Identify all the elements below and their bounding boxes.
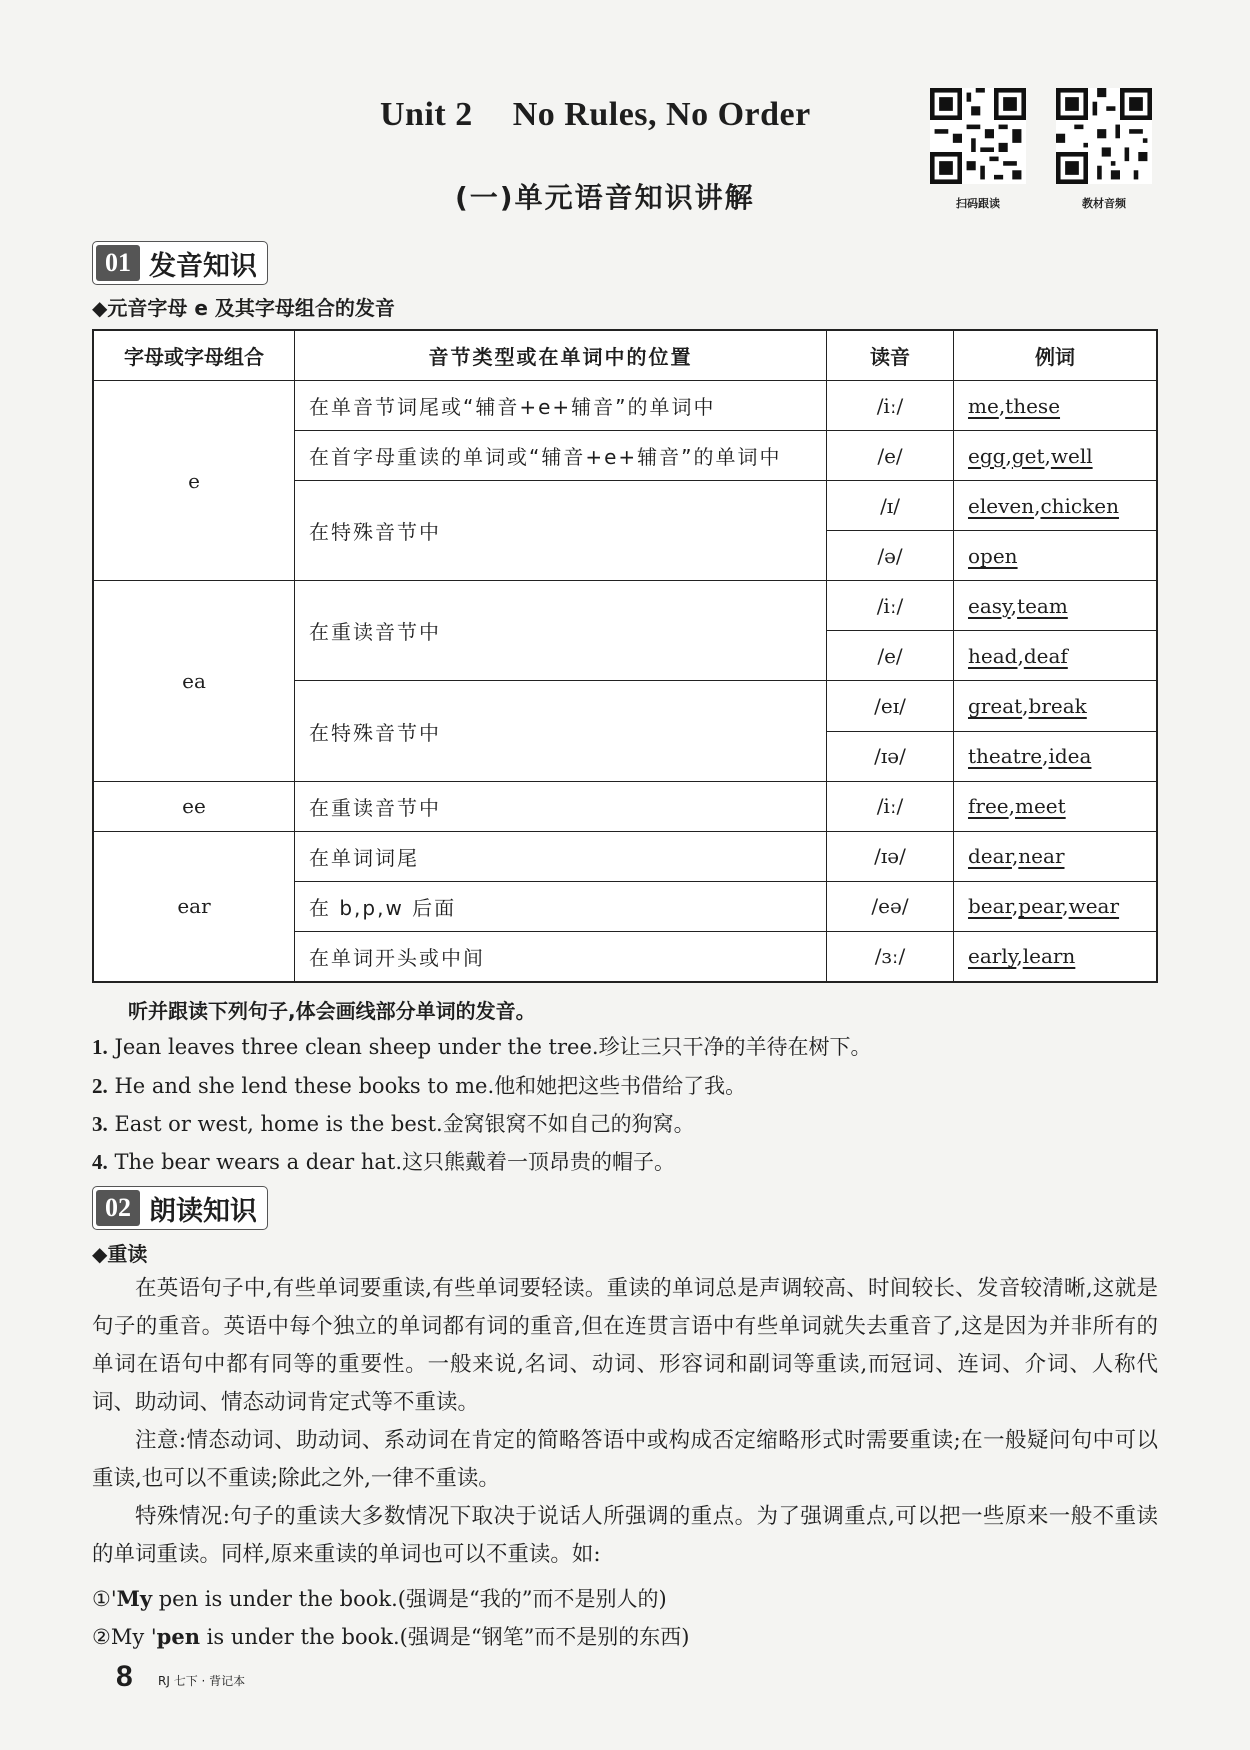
- example-word: egg: [968, 443, 1006, 468]
- pronunciation-cell: /e/: [827, 431, 954, 481]
- pronunciation-cell: /eə/: [827, 881, 954, 931]
- example-cell: me,these: [954, 381, 1158, 431]
- pronunciation-cell: /ɪə/: [827, 831, 954, 881]
- table-row: [93, 781, 1157, 831]
- example-cell: [954, 531, 1158, 581]
- letter-cell: e: [93, 381, 295, 581]
- position-cell: 在特殊音节中: [295, 481, 827, 581]
- table-row: [93, 581, 1157, 631]
- section-subheading: ◆元音字母 e 及其字母组合的发音: [92, 296, 395, 320]
- example-word: bear: [968, 894, 1012, 919]
- example-cell: head,deaf: [954, 631, 1158, 681]
- table-header: 例词: [954, 330, 1158, 381]
- practice-sentence: 3. East or west, home is the best.金窝银窝不如自己的狗窝。: [92, 1112, 695, 1136]
- page-number: 8: [116, 1660, 133, 1693]
- table-row: [93, 381, 1157, 431]
- section-heading-reading: 02 朗读知识: [92, 1186, 268, 1230]
- example-word: theatre: [968, 744, 1043, 769]
- qr-code-follow-read[interactable]: [930, 88, 1026, 184]
- position-cell: 在重读音节中: [295, 581, 827, 681]
- example-word: chicken: [1040, 493, 1119, 518]
- example-word: meet: [1015, 794, 1066, 819]
- example-word: team: [1017, 593, 1068, 618]
- letter-cell: ee: [93, 781, 295, 831]
- example-word: me: [968, 393, 999, 418]
- pronunciation-cell: /eɪ/: [827, 681, 954, 731]
- practice-sentence: 2. He and she lend these books to me.他和她把这些书借给了我。: [92, 1074, 747, 1098]
- position-cell: 在首字母重读的单词或“辅音+e+辅音”的单词中: [295, 431, 827, 481]
- example-word: great: [968, 693, 1023, 718]
- position-cell: 在单音节词尾或“辅音+e+辅音”的单词中: [295, 381, 827, 431]
- section-subheading: ◆重读: [92, 1242, 148, 1266]
- phonics-table: [92, 329, 1158, 983]
- example-word: head: [968, 643, 1018, 668]
- letter-cell: ear: [93, 831, 295, 982]
- example-word: wear: [1068, 894, 1120, 919]
- practice-sentence: 4. The bear wears a dear hat.这只熊戴着一顶昂贵的帽子。: [92, 1150, 676, 1174]
- pronunciation-cell: /ɪə/: [827, 731, 954, 781]
- pronunciation-cell: /iː/: [827, 381, 954, 431]
- example-cell: bear,pear,wear: [954, 881, 1158, 931]
- table-header-row: [93, 330, 1157, 381]
- example-cell: egg,get,well: [954, 431, 1158, 481]
- position-cell: 在特殊音节中: [295, 681, 827, 781]
- example-word: dear: [968, 844, 1012, 869]
- letter-cell: ea: [93, 581, 295, 781]
- paragraph: 在英语句子中,有些单词要重读,有些单词要轻读。重读的单词总是声调较高、时间较长、发音较清晰,这就是句子的重音。英语中每个独立的单词都有词的重音,但在连贯言语中有些单词就失去重音了,这是因为并非所有的单词在语句中都有同等的重要性。一般来说,名词、动词、形容词和副词等重读,而冠词、连词、介词、人称代词、助动词、情态动词肯定式等不重读。: [92, 1276, 1158, 1415]
- example-cell: great,break: [954, 681, 1158, 731]
- example-word: well: [1050, 443, 1093, 468]
- table-header: 读音: [827, 330, 954, 381]
- stress-example: ②My 'pen is under the book.(强调是“钢笔”而不是别的东西): [92, 1624, 690, 1649]
- example-word: break: [1028, 693, 1087, 718]
- paragraph: 特殊情况:句子的重读大多数情况下取决于说话人所强调的重点。为了强调重点,可以把一些原来一般不重读的单词重读。同样,原来重读的单词也可以不重读。如:: [92, 1504, 1158, 1567]
- table-header: 音节类型或在单词中的位置: [295, 330, 827, 381]
- table-header: 字母或字母组合: [93, 330, 295, 381]
- example-word: near: [1018, 844, 1065, 869]
- pronunciation-cell: /ɪ/: [827, 481, 954, 531]
- qr-code-audio[interactable]: [1056, 88, 1152, 184]
- example-word: learn: [1022, 944, 1076, 969]
- position-cell: 在 b,p,w 后面: [295, 881, 827, 931]
- listen-instruction: 听并跟读下列句子,体会画线部分单词的发音。: [128, 999, 536, 1023]
- page-title: Unit 2 No Rules, No Order: [380, 96, 811, 133]
- example-cell: easy,team: [954, 581, 1158, 631]
- table-row: [93, 831, 1157, 881]
- example-cell: theatre,idea: [954, 731, 1158, 781]
- pronunciation-cell: /ɜː/: [827, 931, 954, 982]
- example-word: deaf: [1023, 643, 1068, 668]
- position-cell: 在单词词尾: [295, 831, 827, 881]
- qr-label-follow-read: 扫码跟读: [956, 197, 1000, 210]
- position-cell: 在单词开头或中间: [295, 931, 827, 982]
- pronunciation-cell: /ə/: [827, 531, 954, 581]
- practice-sentence: 1. Jean leaves three clean sheep under the tree.珍让三只干净的羊待在树下。: [92, 1035, 872, 1059]
- example-word: eleven: [968, 493, 1035, 518]
- example-cell: early,learn: [954, 931, 1158, 982]
- example-cell: dear,near: [954, 831, 1158, 881]
- pronunciation-cell: /iː/: [827, 781, 954, 831]
- qr-label-audio: 教材音频: [1082, 197, 1126, 210]
- example-word: idea: [1048, 744, 1092, 769]
- example-word: these: [1005, 393, 1061, 418]
- example-word: early: [968, 944, 1017, 969]
- example-cell: free,meet: [954, 781, 1158, 831]
- section-heading-pronunciation: 01 发音知识: [92, 241, 268, 285]
- example-cell: eleven,chicken: [954, 481, 1158, 531]
- example-word: get: [1011, 443, 1045, 468]
- pronunciation-cell: /iː/: [827, 581, 954, 631]
- stress-example: ①'My pen is under the book.(强调是“我的”而不是别人的): [92, 1586, 667, 1611]
- position-cell: 在重读音节中: [295, 781, 827, 831]
- page-subtitle: (一)单元语音知识讲解: [455, 181, 755, 214]
- pronunciation-cell: /e/: [827, 631, 954, 681]
- example-word: free: [968, 794, 1009, 819]
- paragraph: 注意:情态动词、助动词、系动词在肯定的简略答语中或构成否定缩略形式时需要重读;在一般疑问句中可以重读,也可以不重读;除此之外,一律不重读。: [92, 1428, 1158, 1491]
- example-word: pear: [1018, 894, 1063, 919]
- footer-text: RJ 七下 · 背记本: [158, 1674, 246, 1688]
- example-word: easy: [968, 593, 1011, 618]
- example-word: open: [968, 543, 1018, 568]
